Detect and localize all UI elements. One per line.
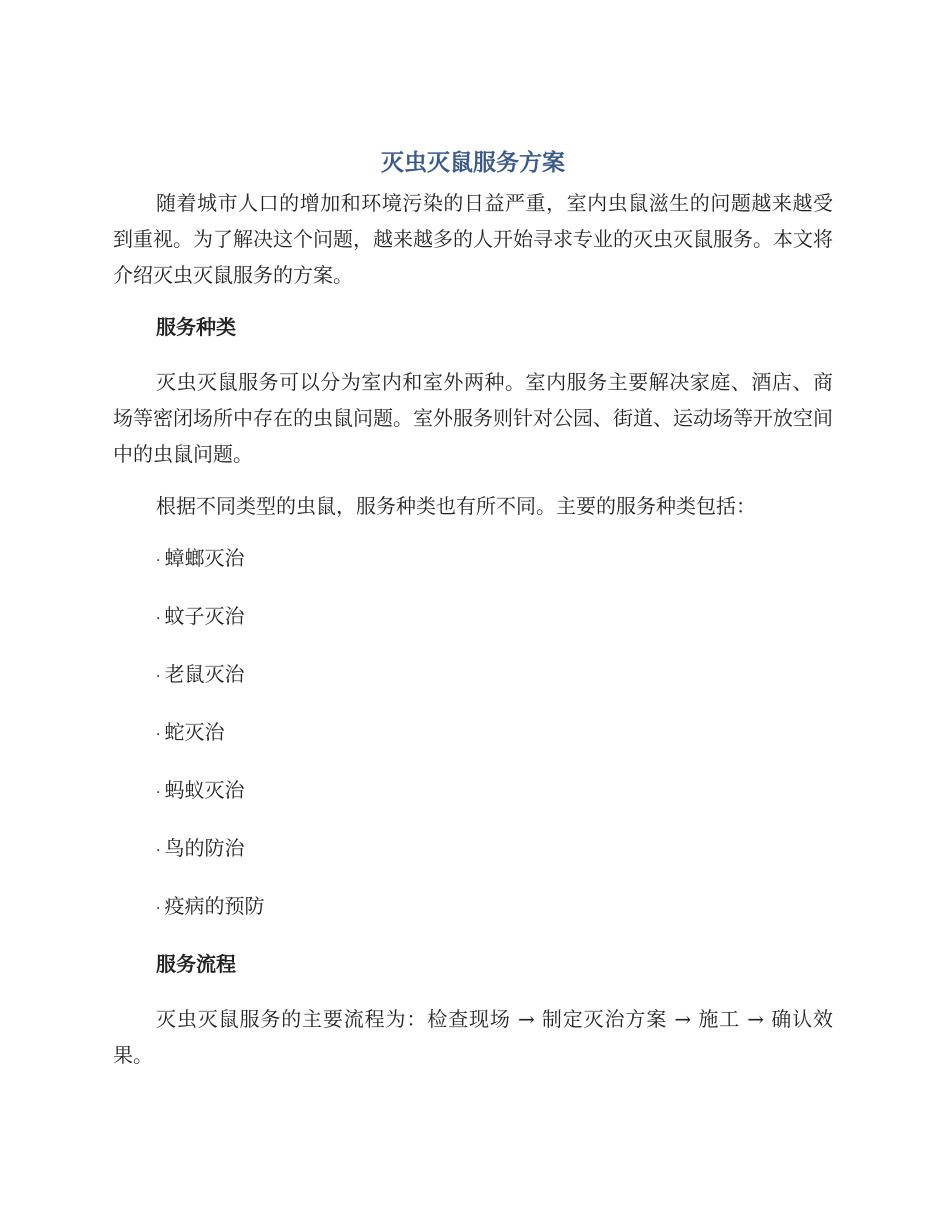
bullet-icon: · bbox=[156, 611, 161, 627]
service-process-paragraph: 灭虫灭鼠服务的主要流程为：检查现场 → 制定灭治方案 → 施工 → 确认效果。 bbox=[113, 1007, 833, 1067]
list-item-label: 蚊子灭治 bbox=[164, 604, 245, 628]
document-title: 灭虫灭鼠服务方案 bbox=[381, 150, 565, 176]
bullet-icon: · bbox=[156, 785, 161, 801]
section-heading-service-types: 服务种类 bbox=[156, 315, 236, 339]
service-list bbox=[113, 540, 833, 927]
bullet-icon: · bbox=[156, 901, 161, 917]
bullet-icon: · bbox=[156, 553, 161, 569]
document-page bbox=[113, 145, 833, 1089]
list-item bbox=[113, 830, 833, 869]
list-item bbox=[113, 656, 833, 695]
list-item-label: 蚂蚁灭治 bbox=[164, 778, 245, 802]
list-item-label: 疫病的预防 bbox=[164, 894, 265, 918]
section-heading-service-process: 服务流程 bbox=[156, 952, 236, 976]
intro-paragraph: 随着城市人口的增加和环境污染的日益严重，室内虫鼠滋生的问题越来越受到重视。为了解决这个问题，越来越多的人开始寻求专业的灭虫灭鼠服务。本文将介绍灭虫灭鼠服务的方案。 bbox=[113, 191, 833, 287]
list-item bbox=[113, 772, 833, 811]
list-item bbox=[113, 714, 833, 753]
bullet-icon: · bbox=[156, 843, 161, 859]
list-item bbox=[113, 540, 833, 579]
list-item-label: 蛇灭治 bbox=[164, 720, 225, 744]
list-item bbox=[113, 598, 833, 637]
list-item-label: 蟑螂灭治 bbox=[164, 546, 245, 570]
service-types-paragraph: 灭虫灭鼠服务可以分为室内和室外两种。室内服务主要解决家庭、酒店、商场等密闭场所中存在的虫鼠问题。室外服务则针对公园、街道、运动场等开放空间中的虫鼠问题。 bbox=[113, 370, 833, 466]
list-item-label: 鸟的防治 bbox=[164, 836, 245, 860]
list-item-label: 老鼠灭治 bbox=[164, 662, 245, 686]
list-item bbox=[113, 888, 833, 927]
bullet-icon: · bbox=[156, 669, 161, 685]
bullet-icon: · bbox=[156, 727, 161, 743]
service-categories-intro: 根据不同类型的虫鼠，服务种类也有所不同。主要的服务种类包括： bbox=[156, 494, 756, 518]
